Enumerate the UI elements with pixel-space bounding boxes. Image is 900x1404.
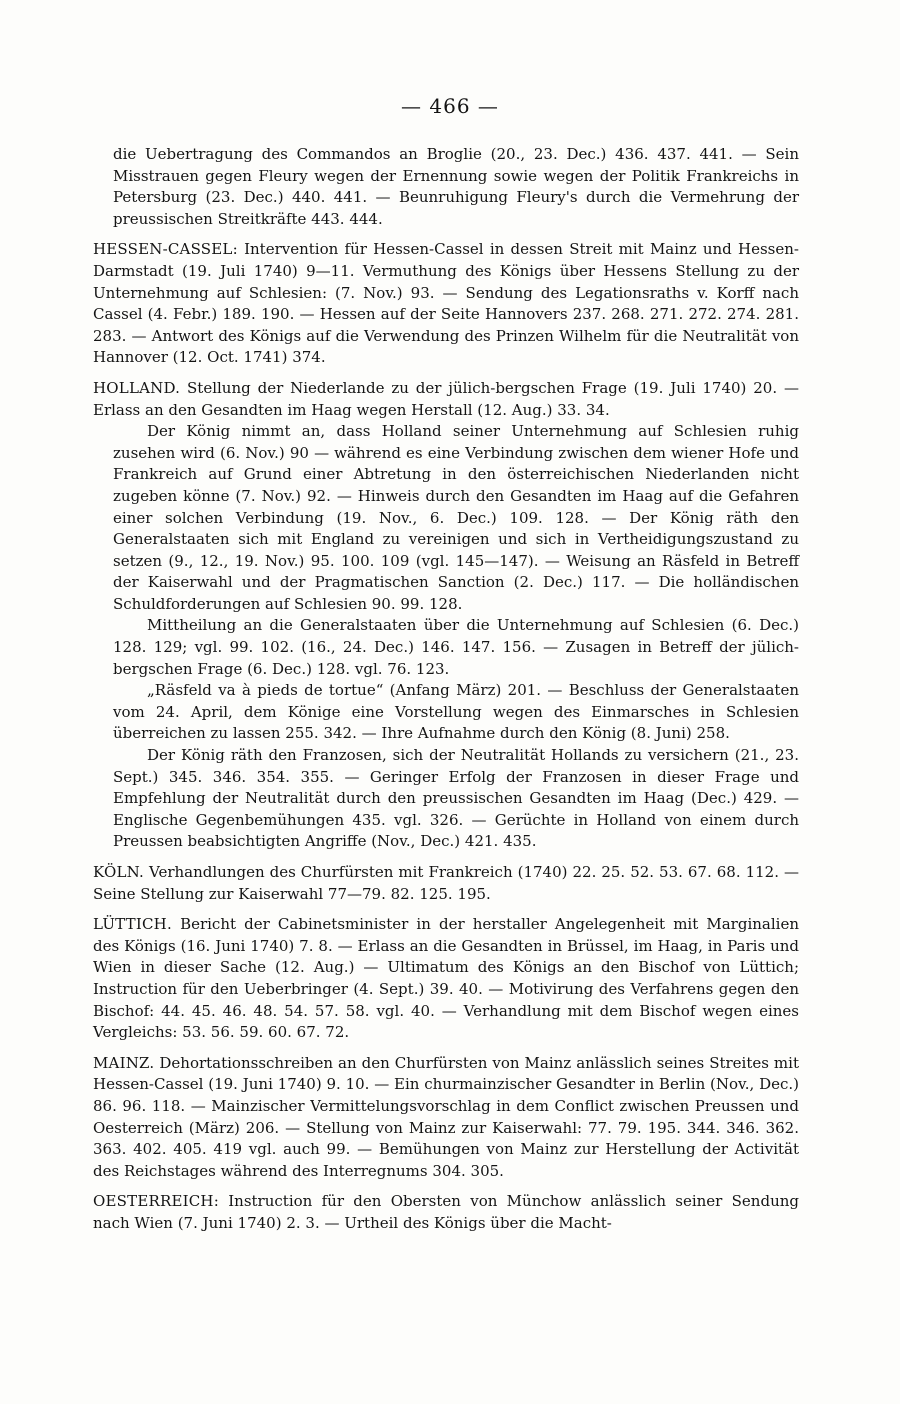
entry-paragraph — [93, 378, 799, 421]
entry-paragraph — [93, 1053, 799, 1183]
entry-text: Instruction für den Obersten von Münchow anlässlich seiner Sendung nach Wien (7. Juni 1740) 2. 3. — Urtheil des Königs über die Macht- — [93, 1192, 799, 1232]
entry-paragraph: die Uebertragung des Commandos an Broglie (20., 23. Dec.) 436. 437. 441. — Sein Misstrauen gegen Fleury wegen der Ernennung sowie wegen der Politik Frankreichs in Petersburg (23. Dec.) 440. 441. — Beunruhigung Fleury's durch die Vermehrung der preussischen Streitkräfte 443. 444. — [113, 145, 799, 228]
entry-text: Verhandlungen des Churfürsten mit Frankreich (1740) 22. 25. 52. 53. 67. 68. 112. — Seine Stellung zur Kaiserwahl 77—79. 82. 125. 195. — [93, 863, 799, 903]
entry-hessen-cassel — [93, 239, 799, 369]
entry-mainz — [93, 1053, 799, 1183]
entry-text: Dehortationsschreiben an den Churfürsten von Mainz anlässlich seines Streites mit Hessen-Cassel (19. Juni 1740) 9. 10. — Ein churmainzischer Gesandter in Berlin (Nov., Dec.) 86. 96. 118. — Mainzischer Vermittelungsvorschlag in dem Conflict zwischen Preussen und Oesterreich (März) 206. — Stellung von Mainz zur Kaiserwahl: 77. 79. 195. 344. 346. 362. 363. 402. 405. 419 vgl. auch 99. — Bemühungen von Mainz zur Herstellung der Activität des Reichstages während des Interregnums 304. 305. — [93, 1053, 799, 1180]
entry-keyword: HOLLAND. — [93, 378, 181, 397]
entry-continuation — [113, 144, 799, 230]
entry-keyword: HESSEN-CASSEL: — [93, 240, 238, 259]
entry-luettich — [93, 914, 799, 1044]
entry-keyword: OESTERREICH: — [93, 1192, 219, 1211]
entry-text: Intervention für Hessen-Cassel in dessen Streit mit Mainz und Hessen-Darmstadt (19. Juli 1740) 9—11. Vermuthung des Königs über Hessens Stellung zu der Unternehmung auf Schlesien: (7. Nov.) 93. — Sendung des Legationsraths v. Korff nach Cassel (4. Febr.) 189. 190. — Hessen auf der Seite Hannovers 237. 268. 271. 272. 274. 281. 283. — Antwort des Königs auf die Verwendung des Prinzen Wilhelm für die Neutralität von Hannover (12. Oct. 1741) 374. — [93, 240, 799, 367]
entry-text: Stellung der Niederlande zu der jülich-bergschen Frage (19. Juli 1740) 20. — Erlass an den Gesandten im Haag wegen Herstall (12. Aug.) 33. 34. — [93, 378, 799, 419]
entry-paragraph: Der König räth den Franzosen, sich der Neutralität Hollands zu versichern (21., 23. Sept.) 345. 346. 354. 355. — Geringer Erfolg der Franzosen in dieser Frage und Empfehlung der Neutralität durch den preussischen Gesandten im Haag (Dec.) 429. — Englische Gegenbemühungen 435. vgl. 326. — Gerüchte in Holland von einem durch Preussen beabsichtigten Angriffe (Nov., Dec.) 421. 435. — [113, 746, 799, 851]
entry-paragraph: „Räsfeld va à pieds de tortue“ (Anfang März) 201. — Beschluss der Generalstaaten vom 24. April, dem Könige eine Vorstellung wegen des Einmarsches in Schlesien überreichen zu lassen 255. 342. — Ihre Aufnahme durch den König (8. Juni) 258. — [113, 681, 799, 743]
page-number: — 466 — — [401, 94, 499, 118]
index-content — [93, 144, 799, 1244]
entry-oesterreich — [93, 1191, 799, 1234]
entry-paragraph: Mittheilung an die Generalstaaten über die Unternehmung auf Schlesien (6. Dec.) 128. 129; vgl. 99. 102. (16., 24. Dec.) 146. 147. 156. — Zusagen in Betreff der jülich-bergschen Frage (6. Dec.) 128. vgl. 76. 123. — [113, 616, 799, 678]
entry-holland — [93, 378, 799, 853]
entry-paragraph — [93, 862, 799, 905]
entry-keyword: LÜTTICH. — [93, 915, 172, 934]
entry-keyword: MAINZ. — [93, 1053, 155, 1072]
entry-text: Bericht der Cabinetsminister in der herstaller Angelegenheit mit Marginalien des Königs (16. Juni 1740) 7. 8. — Erlass an die Gesandten in Brüssel, im Haag, in Paris und Wien in dieser Sache (12. Aug.) — Ultimatum des Königs an den Bischof von Lüttich; Instruction für den Ueberbringer (4. Sept.) 39. 40. — Motivirung des Verfahrens gegen den Bischof: 44. 45. 46. 48. 54. 57. 58. vgl. 40. — Verhandlung mit dem Bischof wegen eines Vergleichs: 53. 56. 59. 60. 67. 72. — [93, 915, 799, 1042]
entry-paragraph — [93, 1191, 799, 1234]
entry-keyword: KÖLN. — [93, 863, 144, 881]
entry-paragraph: Der König nimmt an, dass Holland seiner Unternehmung auf Schlesien ruhig zusehen wird (6. Nov.) 90 — während es eine Verbindung zwischen dem wiener Hofe und Frankreich auf Grund einer Abtretung in den österreichischen Niederlanden nicht zugeben könne (7. Nov.) 92. — Hinweis durch den Gesandten im Haag auf die Gefahren einer solchen Verbindung (19. Nov., 6. Dec.) 109. 128. — Der König räth den Generalstaaten sich mit England zu vereinigen und sich in Vertheidigungszustand zu setzen (9., 12., 19. Nov.) 95. 100. 109 (vgl. 145—147). — Weisung an Räsfeld in Betreff der Kaiserwahl und der Pragmatischen Sanction (2. Dec.) 117. — Die holländischen Schuldforderungen auf Schlesien 90. 99. 128. — [113, 422, 799, 613]
entry-paragraph — [93, 914, 799, 1044]
entry-paragraph — [93, 239, 799, 369]
entry-koeln — [93, 862, 799, 905]
